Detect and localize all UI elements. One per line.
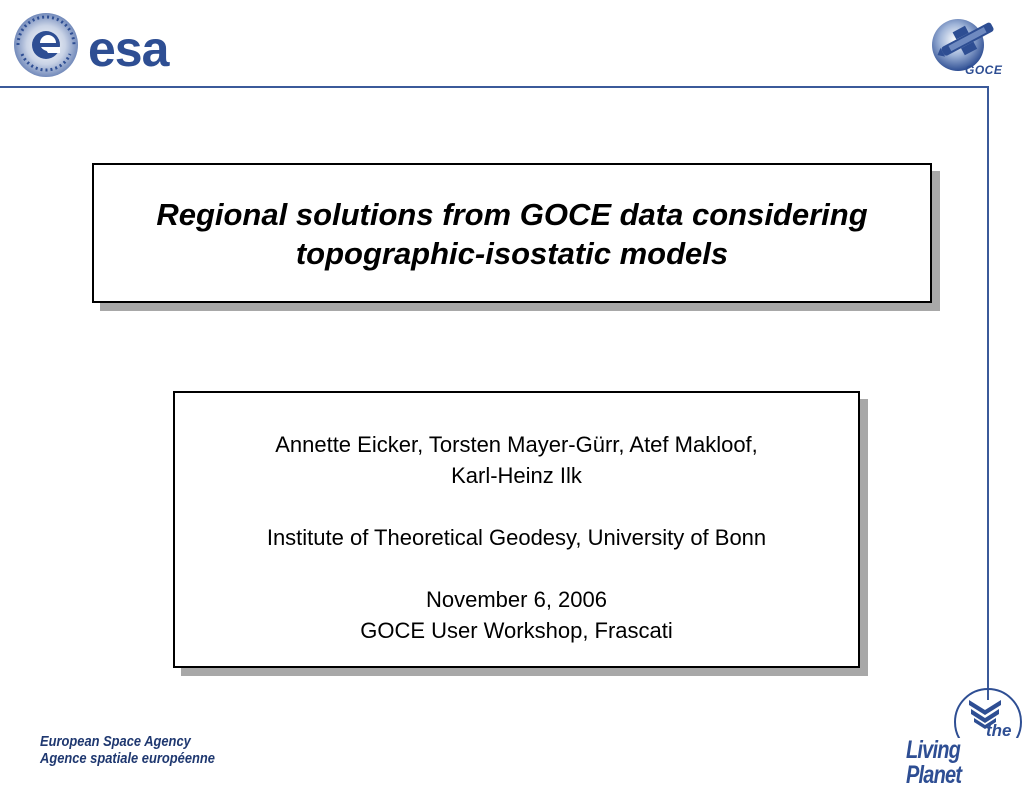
agency-name-en: European Space Agency — [40, 733, 191, 750]
spacer — [175, 491, 858, 522]
title-line-1: Regional solutions from GOCE data considering — [156, 197, 868, 232]
authors-line-1: Annette Eicker, Torsten Mayer-Gürr, Atef Makloof, — [275, 432, 758, 457]
institute: Institute of Theoretical Geodesy, University of Bonn — [266, 525, 767, 550]
agency-name-fr: Agence spatiale européenne — [40, 750, 215, 767]
title-box — [92, 163, 932, 303]
info-box — [173, 391, 860, 668]
living-planet-the: the — [986, 721, 1012, 740]
event-name: GOCE User Workshop, Frascati — [360, 618, 673, 643]
presentation-date: November 6, 2006 — [426, 587, 607, 612]
spacer — [175, 553, 858, 584]
right-rule — [987, 86, 989, 700]
esa-logo — [8, 10, 198, 80]
living-planet-text: Living Planet — [906, 736, 962, 789]
slide-title — [156, 193, 867, 273]
esa-wordmark: esa — [88, 21, 169, 77]
info-content — [175, 429, 858, 646]
authors-line-2: Karl-Heinz Ilk — [451, 463, 582, 488]
agency-name — [40, 733, 215, 767]
title-line-2: topographic-isostatic models — [295, 236, 729, 271]
esa-swoosh-icon — [8, 10, 88, 80]
header-rule — [0, 86, 989, 88]
goce-label: GOCE — [965, 63, 1003, 77]
